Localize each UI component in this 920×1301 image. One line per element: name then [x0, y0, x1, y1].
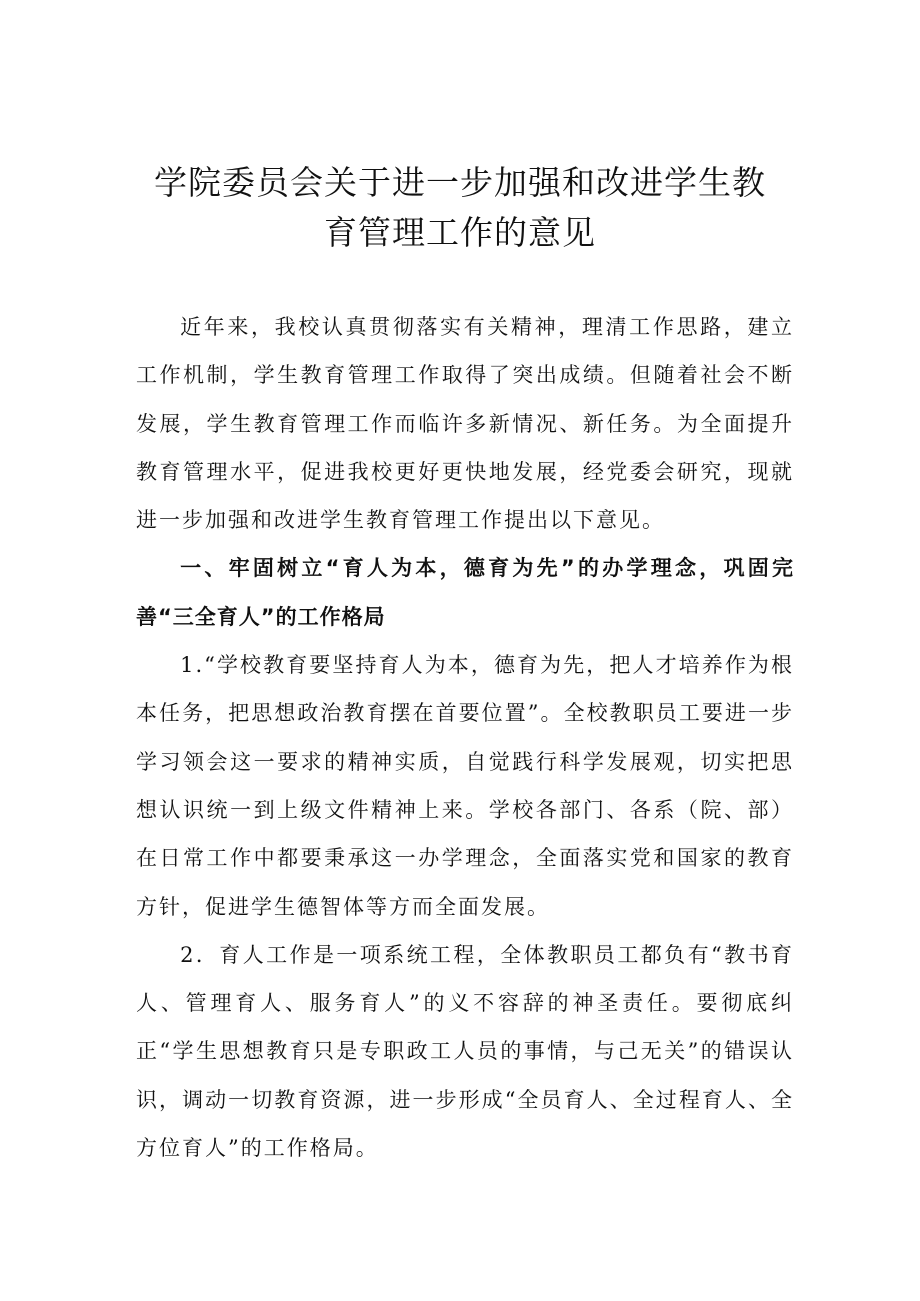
item-paragraph-1: 1.“学校教育要坚持育人为本，德育为先，把人才培养作为根本任务，把思想政治教育摆在首要位置”。全校教职员工要进一步学习领会这一要求的精神实质，自觉践行科学发展观，切实把思想认识统一到上级文件精神上来。学校各部门、各系（院、部）在日常工作中都要秉承这一办学理念，全面落实党和国家的教育方针，促进学生德智体等方而全面发展。 [136, 653, 794, 919]
intro-paragraph: 近年来，我校认真贯彻落实有关精神，理清工作思路，建立工作机制，学生教育管理工作取得了突出成绩。但随着社会不断发展，学生教育管理工作而临许多新情况、新任务。为全面提升教育管理水平，促进我校更好更快地发展，经党委会研究，现就进一步加强和改进学生教育管理工作提出以下意见。 [136, 315, 794, 533]
title-line-2: 育管理工作的意见 [324, 213, 596, 252]
document-body [136, 303, 794, 1172]
item-paragraph-2: 2．育人工作是一项系统工程，全体教职员工都负有“教书育人、管理育人、服务育人”的义不容辞的神圣责任。要彻底纠正“学生思想教育只是专职政工人员的事情，与己无关”的错误认识，调动一切教育资源，进一步形成“全员育人、全过程育人、全方位育人”的工作格局。 [136, 942, 794, 1161]
section-heading: 一、牢固树立“育人为本，德育为先”的办学理念，巩固完善“三全育人”的工作格局 [136, 556, 794, 629]
title-line-1: 学院委员会关于进一步加强和改进学生教 [154, 163, 766, 202]
document-title [110, 158, 810, 258]
